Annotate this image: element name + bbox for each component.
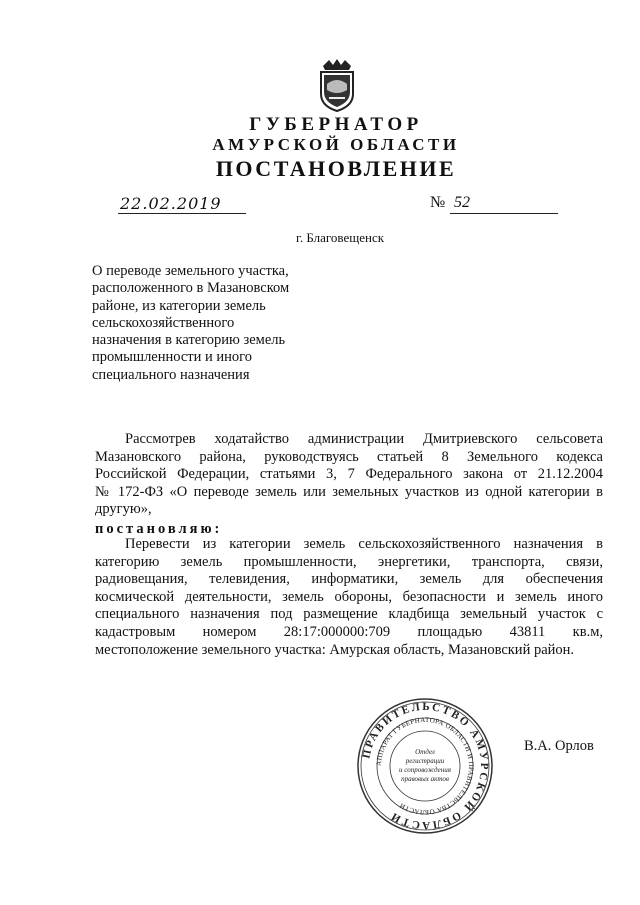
decree-word: постановляю: <box>95 521 223 537</box>
document-date: 22.02.2019 <box>118 194 246 214</box>
paragraph-line: местоположение земельного участка: Амурская область, Мазановский район. <box>95 641 575 658</box>
seal-center-line: регистрации <box>405 757 445 765</box>
paragraph-line: Перевести из категории земель сельскохозяйственного назначения в <box>125 536 603 552</box>
seal-center-line: и сопровождения <box>399 766 451 774</box>
official-seal <box>355 696 495 836</box>
paragraph-line: № 172-ФЗ «О переводе земель или земельных участков из одной категории в <box>95 483 603 500</box>
region-title: АМУРСКОЙ ОБЛАСТИ <box>212 135 460 154</box>
document-type: ПОСТАНОВЛЕНИЕ <box>215 156 457 181</box>
city: г. Благовещенск <box>295 230 385 245</box>
paragraph-line: категорию земель промышленности, энергетики, транспорта, связи, <box>95 553 603 570</box>
document-subject <box>92 263 332 384</box>
paragraph-line: Мазановского района, руководствуясь статьей 8 Земельного кодекса <box>95 448 603 465</box>
paragraph-line: Рассмотрев ходатайство администрации Дмитриевского сельсовета <box>125 431 603 447</box>
paragraph-line: космической деятельности, земель обороны, безопасности и земель иного <box>95 588 603 605</box>
preamble-paragraph <box>95 431 603 519</box>
subject-line: районе, из категории земель <box>92 297 266 314</box>
coat-of-arms-icon <box>315 58 359 112</box>
seal-center-line: правовых актов <box>401 775 449 783</box>
document-number: 52 <box>450 194 558 214</box>
subject-line: расположенного в Мазановском <box>92 280 290 297</box>
seal-outer-text: ПРАВИТЕЛЬСТВО АМУРСКОЙ ОБЛАСТИ <box>360 700 491 832</box>
seal-inner-text: АППАРАТ ГУБЕРНАТОРА ОБЛАСТИ И ПРАВИТЕЛЬСТВА ОБЛАСТИ <box>374 715 476 817</box>
subject-line: сельскохозяйственного <box>92 314 235 331</box>
subject-line: специального назначения <box>92 366 250 383</box>
governor-title: ГУБЕРНАТОР <box>249 114 423 135</box>
signature-name: В.А. Орлов <box>524 738 594 754</box>
paragraph-line: специального назначения под размещение кладбища земельный участок с <box>95 606 603 623</box>
paragraph-line: другую», <box>95 501 152 518</box>
subject-line: промышленности и иного <box>92 349 253 366</box>
paragraph-line: кадастровым номером 28:17:000000:709 площадью 43811 кв.м, <box>95 623 603 640</box>
resolution-paragraph <box>95 536 603 659</box>
number-label: № <box>430 194 446 211</box>
seal-center-line: Отдел <box>415 748 435 756</box>
paragraph-line: радиовещания, телевидения, информатики, земель для обеспечения <box>95 571 603 588</box>
paragraph-line: Российской Федерации, статьями 3, 7 Федерального закона от 21.12.2004 <box>95 466 603 483</box>
subject-line: назначения в категорию земель <box>92 332 286 349</box>
subject-line: О переводе земельного участка, <box>92 263 289 279</box>
